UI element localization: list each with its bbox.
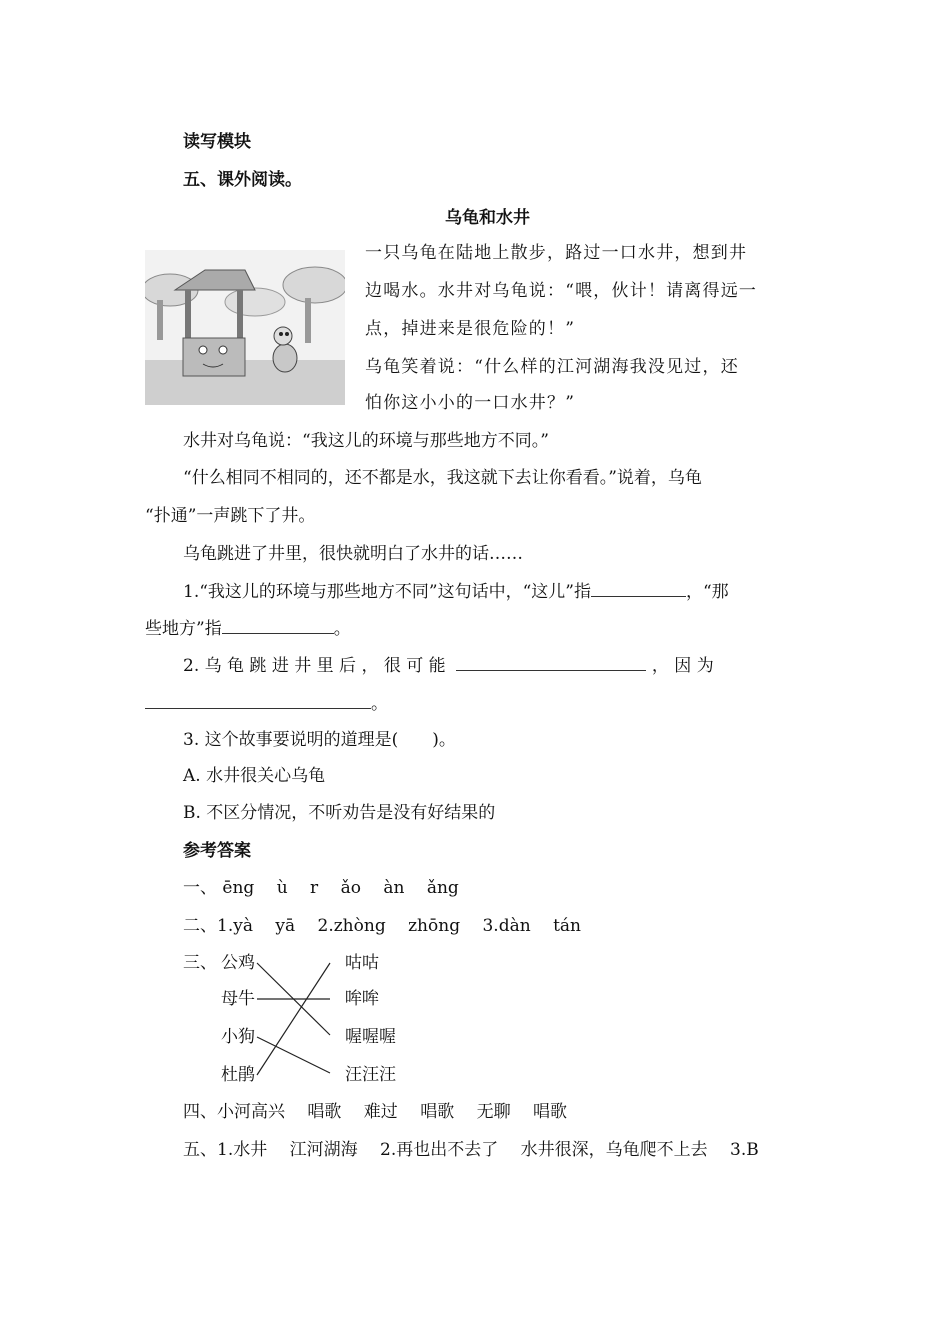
question-1-text-c: 些地方”指 <box>145 619 222 639</box>
question-1-cont <box>145 617 351 640</box>
option-a: A. 水井很关心乌龟 <box>183 766 326 786</box>
answer-1: 一、 ēng ù r ǎo àn ǎng <box>183 878 459 898</box>
section-title: 五、课外阅读。 <box>183 170 302 190</box>
story-p4-line2: “扑通”一声跳下了井。 <box>145 506 316 526</box>
story-p2-line2: 怕你这小小的一口水井？” <box>365 393 576 413</box>
match-line-4 <box>257 963 330 1075</box>
story-p1-line1: 一只乌龟在陆地上散步，路过一口水井，想到井 <box>365 243 748 263</box>
story-p1-line3: 点，掉进来是很危险的！” <box>365 319 576 339</box>
question-2-cont <box>145 692 388 715</box>
story-p5: 乌龟跳进了井里，很快就明白了水井的话…… <box>183 544 523 564</box>
match-right-2: 哞哞 <box>345 989 379 1009</box>
question-1-text: 1.“我这儿的环境与那些地方不同”这句话中，“这儿”指 <box>183 582 591 602</box>
match-left-4: 杜鹃 <box>221 1065 255 1085</box>
story-title: 乌龟和水井 <box>445 208 530 228</box>
matching-lines <box>255 955 355 1085</box>
question-2 <box>183 654 714 677</box>
story-p4-line1: “什么相同不相同的，还不都是水，我这就下去让你看看。”说着，乌龟 <box>183 468 702 488</box>
question-2-text-b: ， 因 为 <box>651 656 714 676</box>
well-turtle-illustration <box>145 250 345 405</box>
story-p2-line1: 乌龟笑着说：“什么样的江河湖海我没见过，还 <box>365 357 739 377</box>
answer-3-label: 三、 <box>183 953 217 973</box>
module-title: 读写模块 <box>183 132 251 152</box>
answer-blank-1a[interactable] <box>591 580 686 597</box>
question-2-text: 2. 乌 龟 跳 进 井 里 后 ， 很 可 能 <box>183 656 446 676</box>
match-right-1: 咕咕 <box>345 953 379 973</box>
story-p1-line2: 边喝水。水井对乌龟说：“喂，伙计！请离得远一 <box>365 281 758 301</box>
question-2-end: 。 <box>371 694 388 714</box>
answers-title: 参考答案 <box>183 841 251 861</box>
answer-blank-2b[interactable] <box>145 692 371 709</box>
match-line-3 <box>257 1037 330 1073</box>
match-right-3: 喔喔喔 <box>345 1027 396 1047</box>
match-left-1: 公鸡 <box>221 953 255 973</box>
answer-blank-1b[interactable] <box>222 617 334 634</box>
question-1 <box>183 580 729 603</box>
answer-5: 五、1.水井 江河湖海 2.再也出不去了 水井很深，乌龟爬不上去 3.B <box>183 1140 759 1160</box>
option-b: B. 不区分情况，不听劝告是没有好结果的 <box>183 803 496 823</box>
question-1-text-b: ，“那 <box>685 582 729 602</box>
answer-4: 四、小河高兴 唱歌 难过 唱歌 无聊 唱歌 <box>183 1102 568 1122</box>
question-3: 3. 这个故事要说明的道理是( )。 <box>183 730 456 750</box>
story-p3: 水井对乌龟说：“我这儿的环境与那些地方不同。” <box>183 431 549 451</box>
question-1-end: 。 <box>333 619 351 639</box>
match-left-3: 小狗 <box>221 1027 255 1047</box>
answer-blank-2a[interactable] <box>456 654 646 671</box>
match-right-4: 汪汪汪 <box>345 1065 396 1085</box>
match-left-2: 母牛 <box>221 989 255 1009</box>
answer-2: 二、1.yà yā 2.zhòng zhōng 3.dàn tán <box>183 916 581 936</box>
